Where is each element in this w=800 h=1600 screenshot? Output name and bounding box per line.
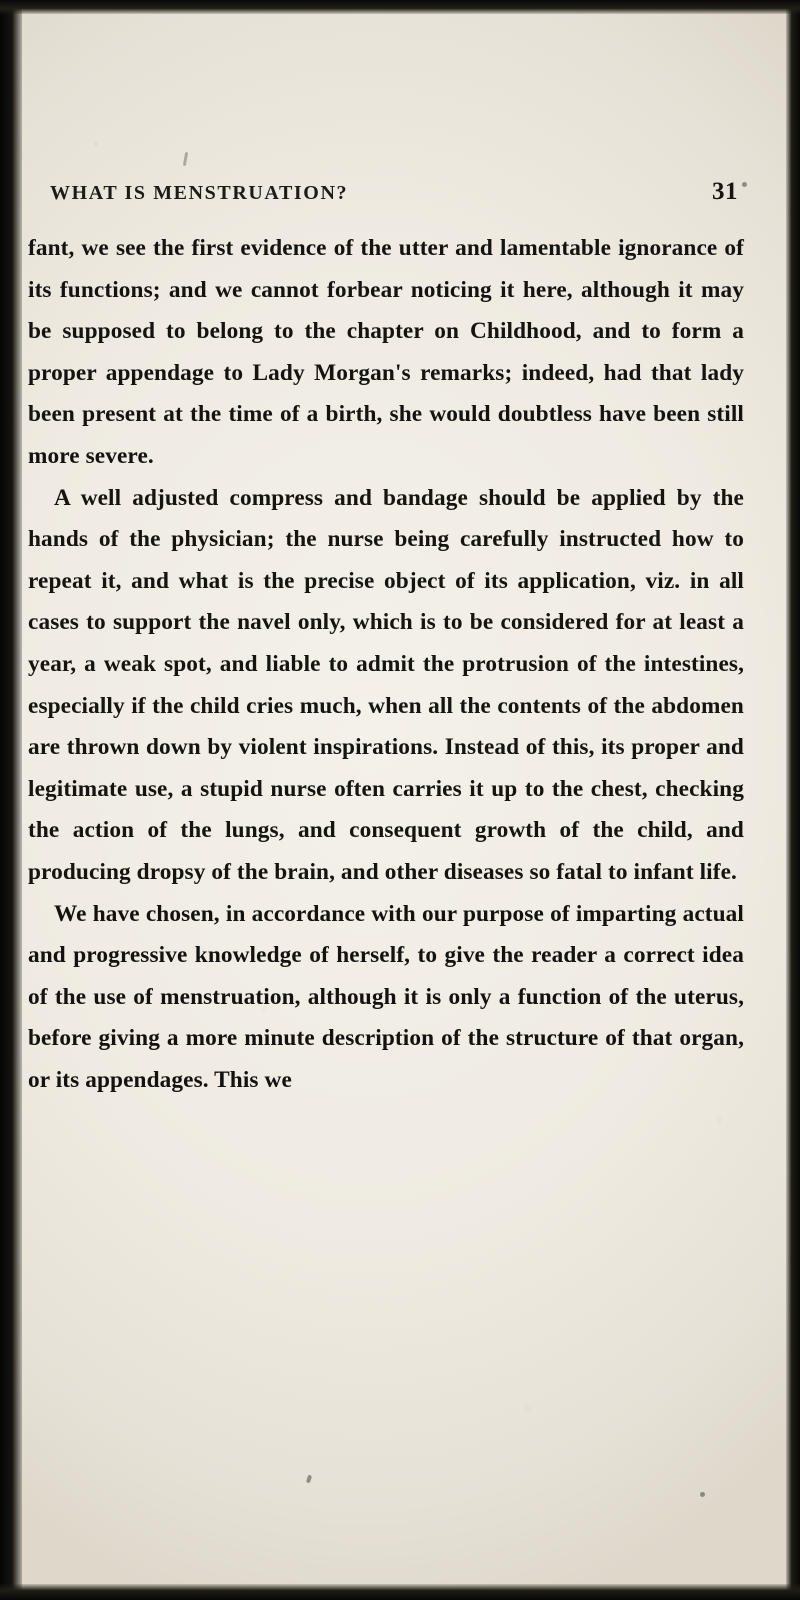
paragraph: fant, we see the first evidence of the utter and lamentable ignorance of its functions; and we cannot forbear noticing it here, although it may be supposed to belong to the chapter on Childhood, and to form a proper appendage to Lady Morgan's remarks; indeed, had that lady been present at the time of a birth, she would doubtless have been still more severe. [28,235,744,469]
running-head-title: WHAT IS MENSTRUATION? [50,182,349,204]
body-text [28,228,744,1101]
paragraph: We have chosen, in accordance with our purpose of imparting actual and progressive knowledge of herself, to give the reader a correct idea of the use of menstruation, although it is only a function of the uterus, before giving a more minute description of the structure of that organ, or its appendages. This we [28,900,744,1093]
page-edge-left [0,0,22,1600]
paragraph: A well adjusted compress and bandage should be applied by the hands of the physician; the nurse being carefully instructed how to repeat it, and what is the precise object of its application, viz. in all cases to support the navel only, which is to be considered for at least a year, a weak spot, and liable to admit the protrusion of the intestines, especially if the child cries much, when all the contents of the abdomen are thrown down by violent inspirations. Instead of this, its proper and legitimate use, a stupid nurse often carries it up to the chest, checking the action of the lungs, and consequent growth of the child, and producing dropsy of the brain, and other diseases so fatal to infant life. [28,484,744,885]
page-edge-right [786,0,800,1600]
page-number: 31 [712,178,738,205]
running-head [26,178,746,206]
page-content [26,0,778,1600]
